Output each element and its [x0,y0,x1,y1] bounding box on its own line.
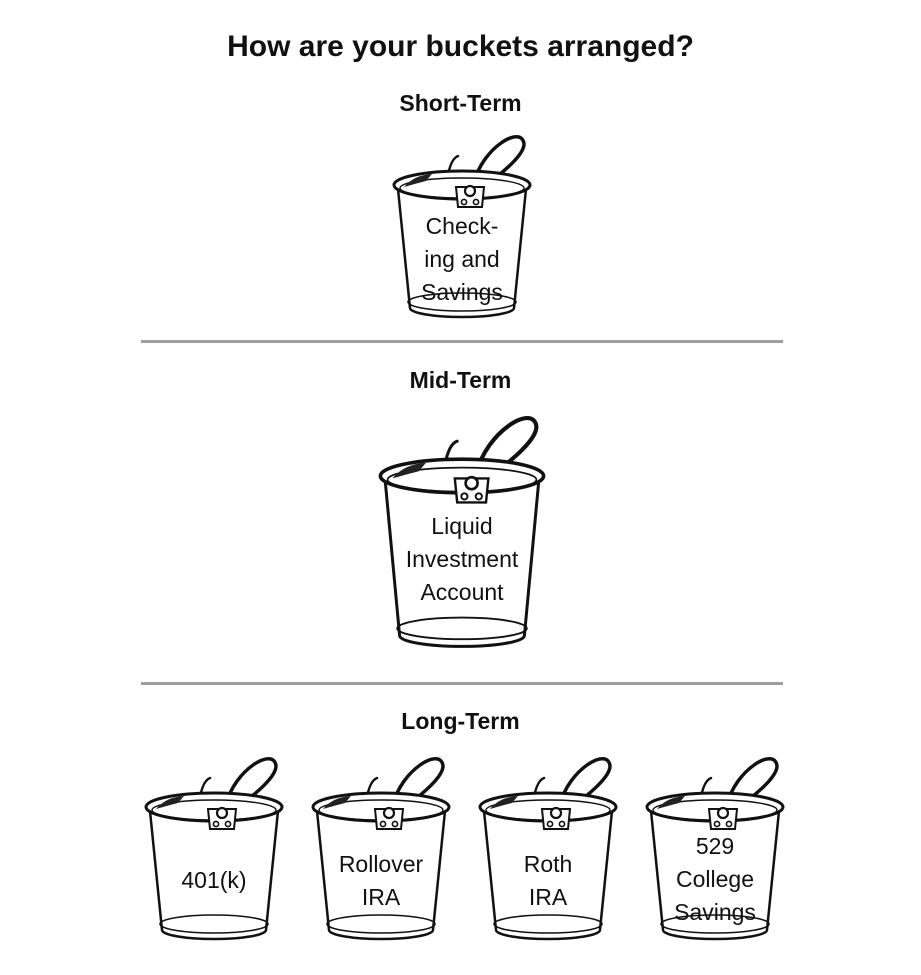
bucket-roth-ira [473,752,623,942]
bucket-icon [139,752,289,942]
bucket-401k [139,752,289,942]
bucket-label: 529 College Savings [674,833,756,925]
section-divider [141,340,783,343]
bucket-label: Liquid Investment Account [405,513,519,605]
section-divider [141,682,783,685]
bucket-rollover-ira [306,752,456,942]
bucket-529-college [640,752,790,942]
page-title: How are your buckets arranged? [227,30,694,63]
mid-term-heading: Mid-Term [409,367,512,393]
bucket-label: Rollover IRA [338,851,424,910]
short-term-heading: Short-Term [399,90,522,116]
bucket-liquid-investment [372,410,552,650]
bucket-label: Check- ing and Savings [421,213,503,305]
bucket-label: Roth IRA [523,851,573,910]
bucket-checking-savings [387,130,537,320]
long-term-heading: Long-Term [401,708,520,734]
bucket-label: 401(k) [181,867,247,893]
